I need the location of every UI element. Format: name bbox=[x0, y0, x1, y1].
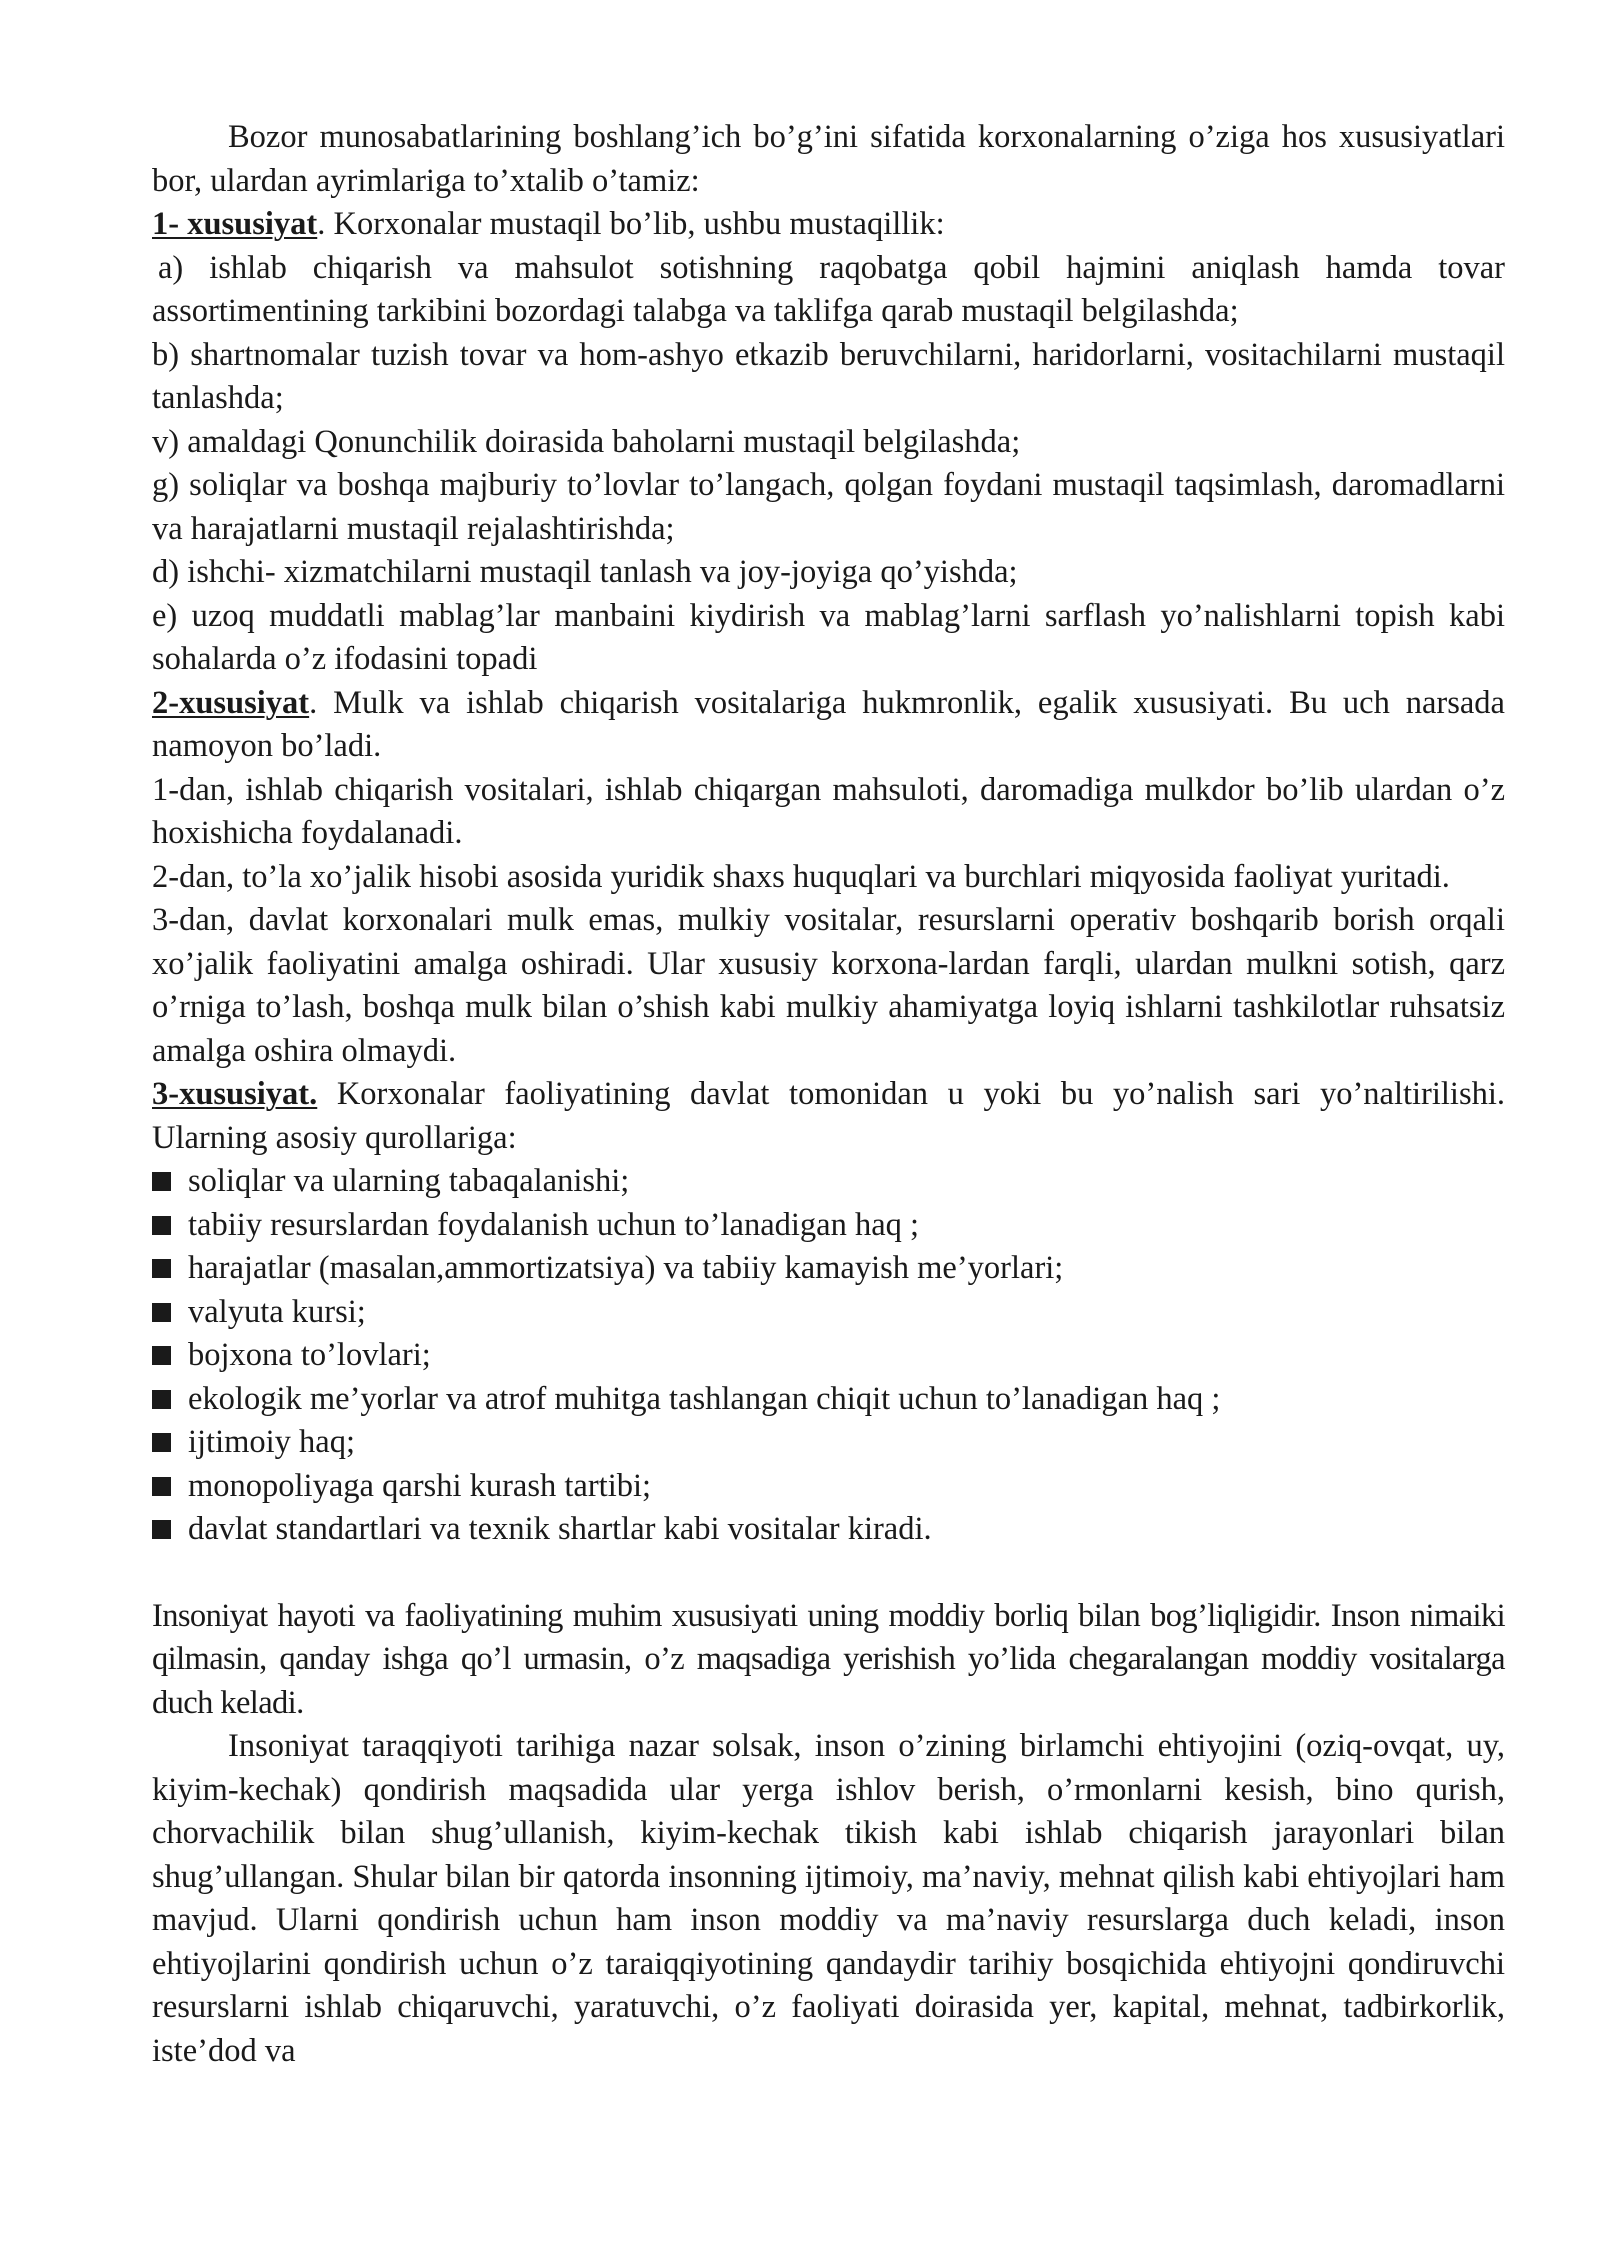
square-bullet-icon bbox=[152, 1390, 171, 1409]
square-bullet-icon bbox=[152, 1520, 171, 1539]
list-item bbox=[152, 1204, 1505, 1248]
list-item bbox=[152, 1465, 1505, 1509]
section-spacer bbox=[152, 1552, 1505, 1595]
list-item-text: ekologik me’yorlar va atrof muhitga tashlangan chiqit uchun to’lanadigan haq ; bbox=[188, 1380, 1221, 1417]
body-paragraph-2: Insoniyat taraqqiyoti tarihiga nazar solsak, inson o’zining birlamchi ehtiyojini (oziq-ovqat, uy, kiyim-kechak) qondirish maqsadida ular yerga ishlov berish, o’rmonlarni kesish, bino qurish, chorvachilik bilan shug’ullanish, kiyim-kechak tikish kabi ishlab chiqarish jarayonlari bilan shug’ullangan. Shular bilan bir qatorda insonning ijtimoiy, ma’naviy, mehnat qilish kabi ehtiyojlari ham mavjud. Ularni qondirish uchun ham inson moddiy va ma’naviy resurslarga duch keladi, inson ehtiyojlarini qondirish uchun o’z taraiqqiyotining qandaydir tarihiy bosqichida ehtiyojni qondiruvchi resurslarni ishlab chiqaruvchi, yaratuvchi, o’z faoliyati doirasida yer, kapital, mehnat, tadbirkorlik, iste’dod va bbox=[152, 1728, 1505, 2069]
feature-3-bullet-list bbox=[152, 1160, 1505, 1552]
square-bullet-icon bbox=[152, 1259, 171, 1278]
feature-2-item-2: 2-dan, to’la xo’jalik hisobi asosida yuridik shaxs huquqlari va burchlari miqyosida faoliyat yuritadi. bbox=[152, 858, 1450, 895]
feature-3-heading-line bbox=[152, 1073, 1505, 1160]
feature-2-item-3: 3-dan, davlat korxonalari mulk emas, mulkiy vositalar, resurslarni operativ boshqarib borish orqali xo’jalik faoliyatini amalga oshiradi. Ular xususiy korxona-lardan farqli, ulardan mulkni sotish, qarz o’rniga to’lash, boshqa mulk bilan o’shish kabi mulkiy ahamiyatga loyiq ishlarni tashkilotlar ruhsatsiz amalga oshira olmaydi. bbox=[152, 902, 1505, 1069]
intro-paragraph: Bozor munosabatlarining boshlang’ich bo’g’ini sifatida korxonalarning o’ziga hos xususiyatlari bor, ulardan ayrimlariga to’xtalib o’tamiz: bbox=[152, 119, 1505, 199]
feature-2-heading: 2-xususiyat bbox=[152, 684, 310, 721]
square-bullet-icon bbox=[152, 1216, 171, 1235]
list-item-text: soliqlar va ularning tabaqalanishi; bbox=[188, 1163, 630, 1199]
feature-2-heading-line bbox=[152, 682, 1505, 769]
list-item-text: bojxona to’lovlari; bbox=[188, 1337, 431, 1373]
feature-1-text: . Korxonalar mustaqil bo’lib, ushbu mustaqillik: bbox=[317, 206, 945, 242]
feature-1-item-a: a) ishlab chiqarish va mahsulot sotishning raqobatga qobil hajmini aniqlash hamda tovar assortimentining tarkibini bozordagi talabga va taklifga qarab mustaqil belgilashda; bbox=[152, 249, 1505, 329]
document-page bbox=[152, 116, 1505, 2073]
list-item bbox=[152, 1378, 1505, 1422]
feature-1-item-g: g) soliqlar va boshqa majburiy to’lovlar to’langach, qolgan foydani mustaqil taqsimlash, daromadlarni va harajatlarni mustaqil rejalashtirishda; bbox=[152, 467, 1505, 547]
square-bullet-icon bbox=[152, 1172, 171, 1191]
square-bullet-icon bbox=[152, 1477, 171, 1496]
list-item bbox=[152, 1421, 1505, 1465]
list-item-text: monopoliyaga qarshi kurash tartibi; bbox=[188, 1467, 652, 1504]
square-bullet-icon bbox=[152, 1433, 171, 1452]
list-item-text: davlat standartlari va texnik shartlar kabi vositalar kiradi. bbox=[188, 1511, 932, 1547]
feature-1-item-b: b) shartnomalar tuzish tovar va hom-ashyo etkazib beruvchilarni, haridorlarni, vositachilarni mustaqil tanlashda; bbox=[152, 336, 1505, 416]
list-item-text: valyuta kursi; bbox=[188, 1293, 366, 1330]
square-bullet-icon bbox=[152, 1303, 171, 1322]
feature-1-item-d: d) ishchi- xizmatchilarni mustaqil tanlash va joy-joyiga qo’yishda; bbox=[152, 554, 1018, 590]
list-item bbox=[152, 1291, 1505, 1335]
feature-3-text: Korxonalar faoliyatining davlat tomonidan u yoki bu yo’nalish sari yo’naltirilishi. Ularning asosiy qurollariga: bbox=[152, 1076, 1505, 1156]
list-item bbox=[152, 1160, 1505, 1204]
list-item bbox=[152, 1334, 1505, 1378]
list-item-text: ijtimoiy haq; bbox=[188, 1424, 356, 1460]
feature-1-heading: 1- xususiyat bbox=[152, 206, 318, 242]
feature-3-heading: 3-xususiyat. bbox=[152, 1076, 318, 1112]
square-bullet-icon bbox=[152, 1346, 171, 1365]
feature-2-item-1: 1-dan, ishlab chiqarish vositalari, ishlab chiqargan mahsuloti, daromadiga mulkdor bo’lib ulardan o’z hoxishicha foydalanadi. bbox=[152, 771, 1505, 851]
feature-1-item-v: v) amaldagi Qonunchilik doirasida baholarni mustaqil belgilashda; bbox=[152, 423, 1021, 460]
list-item-text: harajatlar (masalan,ammortizatsiya) va tabiiy kamayish me’yorlari; bbox=[188, 1250, 1064, 1286]
feature-1-heading-line bbox=[152, 203, 1505, 247]
list-item bbox=[152, 1508, 1505, 1552]
list-item bbox=[152, 1247, 1505, 1291]
feature-1-item-e: e) uzoq muddatli mablag’lar manbaini kiydirish va mablag’larni sarflash yo’nalishlarni topish kabi sohalarda o’z ifodasini topadi bbox=[152, 597, 1505, 677]
feature-2-text: . Mulk va ishlab chiqarish vositalariga hukmronlik, egalik xususiyati. Bu uch narsada namoyon bo’ladi. bbox=[152, 684, 1505, 764]
list-item-text: tabiiy resurslardan foydalanish uchun to’lanadigan haq ; bbox=[188, 1206, 920, 1243]
body-paragraph-1: Insoniyat hayoti va faoliyatining muhim xususiyati uning moddiy borliq bilan bog’liqligidir. Inson nimaiki qilmasin, qanday ishga qo’l urmasin, o’z maqsadiga yerishish yo’lida chegaralangan moddiy vositalarga duch keladi. bbox=[152, 1597, 1505, 1721]
